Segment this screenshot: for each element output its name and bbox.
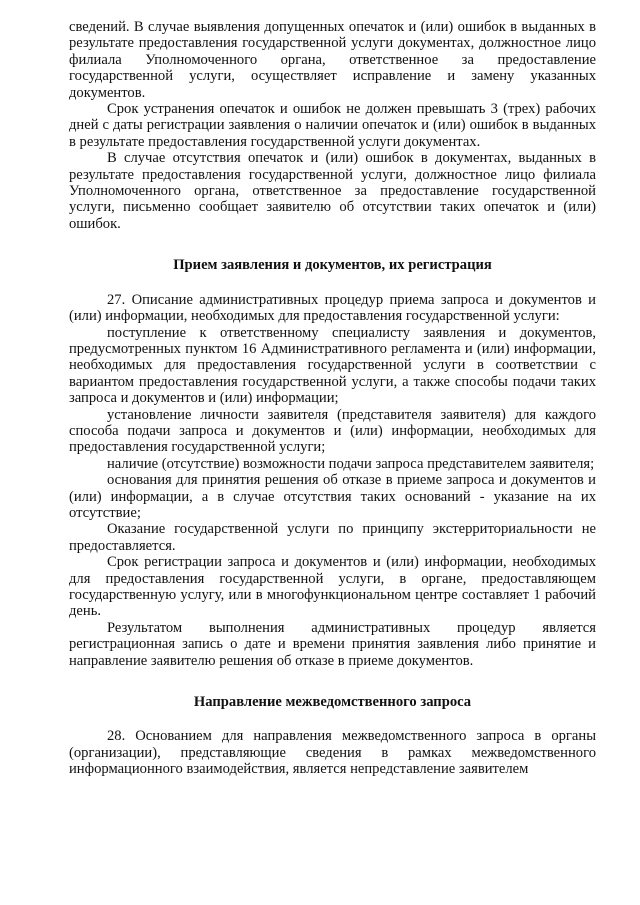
paragraph: Оказание государственной услуги по принципу экстерриториальности не предоставляется. — [69, 521, 596, 554]
paragraph: основания для принятия решения об отказе в приеме запроса и документов и (или) информации, а в случае отсутствия таких оснований - указание на их отсутствие; — [69, 472, 596, 521]
paragraph: Результатом выполнения административных процедур является регистрационная запись о дате и времени принятия заявления либо принятие и направление заявителю решения об отказе в приеме документов. — [69, 619, 596, 669]
paragraph: В случае отсутствия опечаток и (или) ошибок в документах, выданных в результате предоставления государственной услуги, должностное лицо филиала Уполномоченного органа, ответственное за предоставление государственной услуги, письменно сообщает заявителю об отсутствии таких опечаток и (или) ошибок. — [69, 150, 596, 232]
paragraph: наличие (отсутствие) возможности подачи запроса представителем заявителя; — [107, 455, 595, 472]
paragraph: Срок регистрации запроса и документов и (или) информации, необходимых для предоставления государственной услуги, в органе, предоставляющем государственную услугу, или в многофункциональном центре составляет 1 рабочий день. — [69, 554, 596, 620]
paragraph: 27. Описание административных процедур приема запроса и документов и (или) информации, необходимых для предоставления государственной услуги: — [69, 291, 596, 325]
paragraph: установление личности заявителя (представителя заявителя) для каждого способа подачи запроса и документов и (или) информации, необходимых для предоставления государственной услуги; — [69, 406, 596, 456]
paragraph: сведений. В случае выявления допущенных опечаток и (или) ошибок в выданных в результате предоставления государственной услуги документах, должностное лицо филиала Уполномоченного органа, ответственное за предоставление государственной услуги, осуществляет исправление и замену указанных документов. — [69, 19, 596, 101]
paragraph: 28. Основанием для направления межведомственного запроса в органы (организации), представляющие сведения в рамках межведомственного информационного взаимодействия, является непредставление заявителем — [69, 728, 596, 778]
paragraph: Срок устранения опечаток и ошибок не должен превышать 3 (трех) рабочих дней с даты регистрации заявления о наличии опечаток и (или) ошибок в выданных в результате предоставления государственной услуги документах. — [69, 101, 596, 150]
section-heading-interagency-request: Направление межведомственного запроса — [193, 694, 472, 711]
section-heading-reception: Прием заявления и документов, их регистрация — [173, 257, 492, 274]
paragraph: поступление к ответственному специалисту заявления и документов, предусмотренных пунктом 16 Административного регламента и (или) информации, необходимых для предоставления государственной услуги в соответствии с вариантом предоставления государственной услуги, а также способы подачи таких запроса и документов и (или) информации; — [69, 324, 596, 407]
